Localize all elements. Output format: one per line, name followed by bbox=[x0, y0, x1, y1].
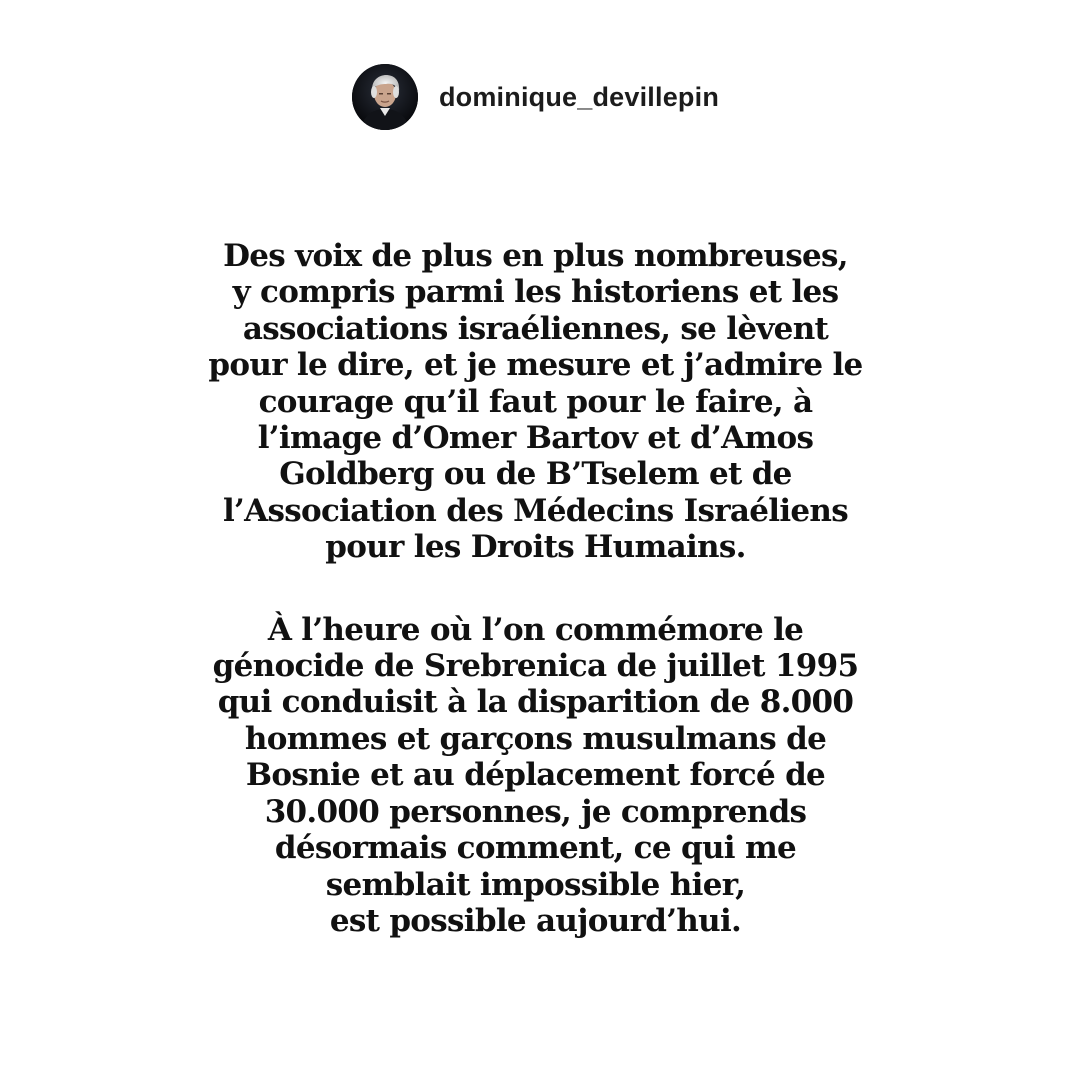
quote-line: Bosnie et au déplacement forcé de bbox=[245, 757, 826, 794]
quote-line: semblait impossible hier, bbox=[325, 866, 746, 903]
username[interactable]: dominique_devillepin bbox=[438, 81, 720, 112]
quote-paragraph-2 bbox=[80, 612, 991, 940]
quote-line: Des voix de plus en plus nombreuses, bbox=[223, 238, 848, 274]
post-header bbox=[0, 64, 1071, 130]
avatar[interactable] bbox=[352, 64, 418, 130]
quote-line: est possible aujourd’hui. bbox=[329, 902, 742, 939]
quote-line: désormais comment, ce qui me bbox=[274, 830, 797, 867]
quote-line: associations israéliennes, se lèvent bbox=[242, 310, 829, 347]
quote-line: qui conduisit à la disparition de 8.000 bbox=[217, 684, 854, 721]
quote-line: y compris parmi les historiens et les bbox=[232, 274, 839, 311]
quote-line: hommes et garçons musulmans de bbox=[244, 720, 827, 757]
quote-line: pour le dire, et je mesure et j’admire le bbox=[208, 347, 863, 384]
quote-line: génocide de Srebrenica de juillet 1995 bbox=[212, 648, 859, 685]
quote-line: l’image d’Omer Bartov et d’Amos bbox=[257, 420, 814, 457]
quote-line: Goldberg ou de B’Tselem et de bbox=[279, 456, 792, 493]
profile-photo-icon bbox=[352, 64, 418, 130]
quote-paragraph-1 bbox=[80, 238, 991, 566]
quote-line: pour les Droits Humains. bbox=[325, 529, 746, 566]
quote-line: 30.000 personnes, je comprends bbox=[264, 793, 807, 830]
quote-line: l’Association des Médecins Israéliens bbox=[222, 492, 849, 529]
quote-line: À l’heure où l’on commémore le bbox=[267, 611, 804, 648]
quote-text bbox=[80, 238, 991, 939]
quote-line: courage qu’il faut pour le faire, à bbox=[258, 383, 813, 420]
